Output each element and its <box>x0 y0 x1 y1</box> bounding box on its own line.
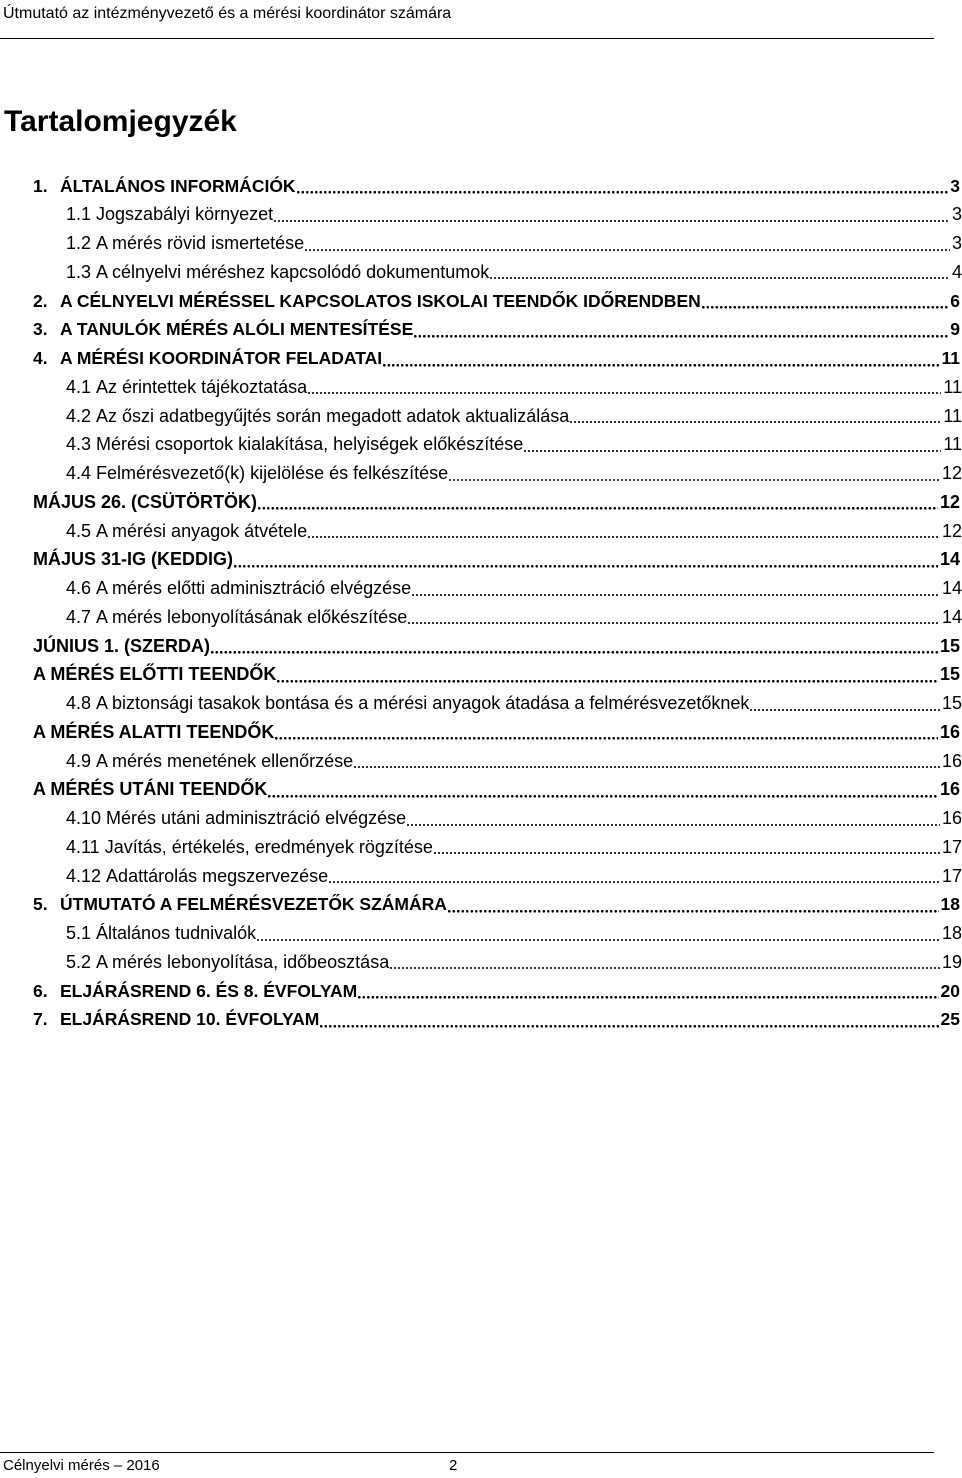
toc-entry-row[interactable] <box>33 402 962 430</box>
toc-entry-page: 3 <box>951 204 962 225</box>
toc-entry-number: 6. <box>33 980 48 1001</box>
toc-dot-leader <box>275 730 938 740</box>
toc-entry-number: 2. <box>33 290 48 311</box>
toc-entry-row[interactable] <box>33 603 962 631</box>
toc-entry-page: 14 <box>941 578 962 598</box>
toc-entry[interactable] <box>0 690 960 719</box>
toc-entry-number: 4.4 <box>66 463 92 483</box>
page-header <box>0 0 934 39</box>
toc-entry-row[interactable] <box>33 690 962 718</box>
toc-entry[interactable] <box>0 172 960 201</box>
toc-dot-leader <box>434 845 940 855</box>
toc-entry-row[interactable] <box>33 718 960 746</box>
toc-entry-label: A CÉLNYELVI MÉRÉSSEL KAPCSOLATOS ISKOLAI TEENDŐK IDŐRENDBEN <box>60 290 701 311</box>
footer-rule <box>0 1452 934 1453</box>
toc-entry-page: 3 <box>951 233 962 253</box>
toc-entry-page: 16 <box>939 721 960 742</box>
toc-entry-page: 18 <box>941 923 962 943</box>
toc-entry-number: 4.5 <box>66 520 92 541</box>
toc-entry-label: A mérés előtti adminisztráció elvégzése <box>96 578 412 598</box>
toc-dot-leader <box>257 932 940 942</box>
toc-dot-leader <box>383 357 939 367</box>
toc-entry-row[interactable] <box>33 776 960 804</box>
footer-page-number: 2 <box>449 1457 458 1474</box>
toc-entry-page: 12 <box>941 463 962 483</box>
toc-entry-row[interactable] <box>33 230 962 258</box>
toc-entry-number: 4.6 <box>66 578 92 598</box>
toc-entry-row[interactable] <box>33 891 960 919</box>
toc-entry[interactable] <box>0 862 960 891</box>
toc-dot-leader <box>408 615 940 625</box>
toc-entry-page: 11 <box>943 434 962 455</box>
toc-title: Tartalomjegyzék <box>4 105 237 138</box>
toc-entry-row[interactable] <box>33 345 960 373</box>
toc-entry-number: 4. <box>33 348 48 368</box>
toc-dot-leader <box>268 788 938 798</box>
toc-entry-label: ÚTMUTATÓ A FELMÉRÉSVEZETŐK SZÁMÁRA <box>60 894 447 915</box>
toc-dot-leader <box>329 874 940 884</box>
toc-dot-leader <box>570 414 941 424</box>
toc-entry-row[interactable] <box>33 287 960 315</box>
toc-dot-leader <box>407 817 940 827</box>
toc-entry-label: A biztonsági tasakok bontása és a mérési anyagok átadása a felmérésvezetőknek <box>96 693 750 713</box>
toc-entry-row[interactable] <box>33 172 960 200</box>
toc-list <box>0 172 960 1035</box>
toc-entry-page: 12 <box>941 520 962 541</box>
toc-entry-page: 9 <box>950 319 960 340</box>
toc-entry-page: 18 <box>940 894 960 915</box>
toc-dot-leader <box>490 270 950 280</box>
toc-dot-leader <box>308 529 940 539</box>
toc-entry-page: 4 <box>951 261 962 282</box>
toc-entry-page: 11 <box>943 405 962 426</box>
toc-dot-leader <box>274 213 950 223</box>
toc-entry[interactable] <box>0 603 960 632</box>
toc-entry-label: Adattárolás megszervezése <box>106 865 329 886</box>
footer-text: Célnyelvi mérés – 2016 <box>3 1457 160 1474</box>
toc-entry-number: 4.2 <box>66 405 92 426</box>
toc-entry-number: 4.9 <box>66 750 92 771</box>
toc-entry-number: 5.1 <box>66 923 92 943</box>
toc-entry[interactable] <box>0 345 960 374</box>
toc-entry-number: 3. <box>33 319 48 340</box>
toc-entry[interactable] <box>0 1006 960 1035</box>
toc-entry-label: MÁJUS 26. (CSÜTÖRTÖK) <box>33 491 258 512</box>
toc-entry[interactable] <box>0 431 960 460</box>
toc-entry[interactable] <box>0 891 960 920</box>
toc-entry[interactable] <box>0 402 960 431</box>
toc-entry-label: A MÉRÉS UTÁNI TEENDŐK <box>33 779 268 800</box>
toc-entry[interactable] <box>0 833 960 862</box>
toc-dot-leader <box>449 472 940 482</box>
toc-entry-number: 5. <box>33 894 48 915</box>
toc-entry-label: ÁLTALÁNOS INFORMÁCIÓK <box>60 175 296 196</box>
toc-entry-number: 1.2 <box>66 233 92 253</box>
toc-entry[interactable] <box>0 316 960 345</box>
toc-entry-page: 15 <box>939 664 960 685</box>
toc-entry-label: Az őszi adatbegyűjtés során megadott adatok aktualizálása <box>96 405 570 426</box>
toc-entry-row[interactable] <box>33 373 962 401</box>
toc-dot-leader <box>448 903 939 913</box>
toc-entry-page: 16 <box>941 750 962 771</box>
toc-entry-row[interactable] <box>33 460 962 488</box>
toc-entry-row[interactable] <box>33 977 960 1005</box>
toc-entry-label: A célnyelvi méréshez kapcsolódó dokumentumok <box>96 261 490 282</box>
toc-dot-leader <box>258 500 938 510</box>
toc-dot-leader <box>297 184 949 194</box>
toc-entry-row[interactable] <box>33 632 960 660</box>
toc-entry[interactable] <box>0 747 960 776</box>
toc-entry-row[interactable] <box>33 805 962 833</box>
toc-entry-label: A mérés menetének ellenőrzése <box>96 750 354 771</box>
toc-entry-label: A TANULÓK MÉRÉS ALÓLI MENTESÍTÉSE <box>60 319 414 340</box>
toc-entry[interactable] <box>0 373 960 402</box>
toc-entry[interactable] <box>0 230 960 259</box>
toc-entry-label: Mérés utáni adminisztráció elvégzése <box>106 808 407 828</box>
toc-entry[interactable] <box>0 575 960 604</box>
toc-entry-row[interactable] <box>33 258 962 286</box>
toc-entry[interactable] <box>0 517 960 546</box>
toc-entry[interactable] <box>0 287 960 316</box>
toc-entry-page: 3 <box>950 175 960 196</box>
toc-entry-row[interactable] <box>33 488 960 516</box>
toc-entry-row[interactable] <box>33 201 962 229</box>
toc-entry-number: 1.1 <box>66 204 92 225</box>
toc-entry-label: A mérés lebonyolításának előkészítése <box>96 606 408 627</box>
toc-dot-leader <box>390 960 940 970</box>
toc-entry-number: 4.11 <box>66 836 100 857</box>
toc-dot-leader <box>412 587 940 597</box>
toc-entry[interactable] <box>0 718 960 747</box>
toc-entry-page: 25 <box>940 1009 960 1030</box>
toc-entry[interactable] <box>0 948 960 977</box>
toc-dot-leader <box>702 299 949 309</box>
toc-entry-row[interactable] <box>33 1006 960 1034</box>
toc-entry-number: 7. <box>33 1009 48 1030</box>
toc-entry[interactable] <box>0 546 960 575</box>
toc-dot-leader <box>524 443 941 453</box>
toc-entry-page: 16 <box>941 808 962 828</box>
toc-dot-leader <box>305 242 950 252</box>
toc-entry-row[interactable] <box>33 833 962 861</box>
toc-entry[interactable] <box>0 776 960 805</box>
toc-entry-page: 20 <box>940 980 960 1001</box>
toc-dot-leader <box>320 1018 938 1028</box>
toc-entry-page: 12 <box>939 491 960 512</box>
toc-entry-label: Mérési csoportok kialakítása, helyiségek előkészítése <box>96 434 524 455</box>
toc-entry-label: A mérés rövid ismertetése <box>96 233 305 253</box>
toc-entry-page: 15 <box>941 693 962 713</box>
toc-entry-number: 4.10 <box>66 808 102 828</box>
toc-entry-label: ELJÁRÁSREND 10. ÉVFOLYAM <box>60 1009 320 1030</box>
document-title: Útmutató az intézményvezető és a mérési koordinátor számára <box>3 5 452 22</box>
toc-entry-row[interactable] <box>33 948 962 976</box>
toc-dot-leader <box>308 385 941 395</box>
toc-entry[interactable] <box>0 805 960 834</box>
toc-entry-label: A mérési anyagok átvétele <box>96 520 308 541</box>
toc-entry-row[interactable] <box>33 546 960 574</box>
toc-entry-label: Jogszabályi környezet <box>96 204 274 225</box>
toc-entry-row[interactable] <box>33 862 962 890</box>
toc-dot-leader <box>234 558 938 568</box>
toc-entry-page: 14 <box>939 549 960 570</box>
toc-entry-label: Általános tudnivalók <box>96 923 257 943</box>
toc-entry-row[interactable] <box>33 661 960 689</box>
toc-entry-label: MÁJUS 31-IG (KEDDIG) <box>33 549 234 570</box>
toc-dot-leader <box>211 644 938 654</box>
toc-entry-label: A MÉRÉS ELŐTTI TEENDŐK <box>33 664 277 685</box>
toc-entry[interactable] <box>0 661 960 690</box>
toc-entry-label: JÚNIUS 1. (SZERDA) <box>33 635 211 656</box>
toc-entry-number: 1.3 <box>66 261 92 282</box>
toc-entry[interactable] <box>0 201 960 230</box>
toc-entry-page: 15 <box>939 635 960 656</box>
toc-entry-row[interactable] <box>33 747 962 775</box>
toc-entry-page: 19 <box>941 951 962 972</box>
toc-entry[interactable] <box>0 632 960 661</box>
toc-entry-label: Javítás, értékelés, eredmények rögzítése <box>104 836 433 857</box>
toc-entry-label: ELJÁRÁSREND 6. ÉS 8. ÉVFOLYAM <box>60 980 358 1001</box>
toc-entry[interactable] <box>0 258 960 287</box>
toc-entry-label: A MÉRÉS ALATTI TEENDŐK <box>33 721 275 742</box>
toc-entry-row[interactable] <box>33 431 962 459</box>
toc-entry-number: 4.12 <box>66 865 102 886</box>
toc-entry-row[interactable] <box>33 575 962 603</box>
toc-entry-number: 4.8 <box>66 693 92 713</box>
toc-entry-label: A MÉRÉSI KOORDINÁTOR FELADATAI <box>60 348 383 368</box>
toc-entry[interactable] <box>0 977 960 1006</box>
toc-entry[interactable] <box>0 488 960 517</box>
toc-entry-number: 4.1 <box>66 376 92 397</box>
toc-dot-leader <box>750 702 940 712</box>
toc-entry-row[interactable] <box>33 920 962 948</box>
toc-entry-page: 17 <box>941 865 962 886</box>
toc-entry-page: 17 <box>941 836 962 857</box>
toc-entry-page: 6 <box>950 290 960 311</box>
toc-entry-number: 1. <box>33 175 48 196</box>
toc-entry-row[interactable] <box>33 316 960 344</box>
toc-entry-number: 4.3 <box>66 434 92 455</box>
toc-entry-page: 11 <box>941 348 960 368</box>
toc-entry-number: 5.2 <box>66 951 92 972</box>
toc-entry[interactable] <box>0 920 960 949</box>
toc-dot-leader <box>354 759 940 769</box>
toc-dot-leader <box>358 989 938 999</box>
toc-entry-page: 16 <box>939 779 960 800</box>
toc-entry-page: 14 <box>941 606 962 627</box>
toc-dot-leader <box>277 673 938 683</box>
toc-entry-page: 11 <box>943 376 962 397</box>
toc-entry-number: 4.7 <box>66 606 92 627</box>
toc-entry[interactable] <box>0 460 960 489</box>
toc-entry-row[interactable] <box>33 517 962 545</box>
toc-entry-label: Felmérésvezető(k) kijelölése és felkészítése <box>96 463 449 483</box>
toc-entry-label: Az érintettek tájékoztatása <box>96 376 308 397</box>
toc-entry-label: A mérés lebonyolítása, időbeosztása <box>96 951 390 972</box>
toc-dot-leader <box>414 328 948 338</box>
